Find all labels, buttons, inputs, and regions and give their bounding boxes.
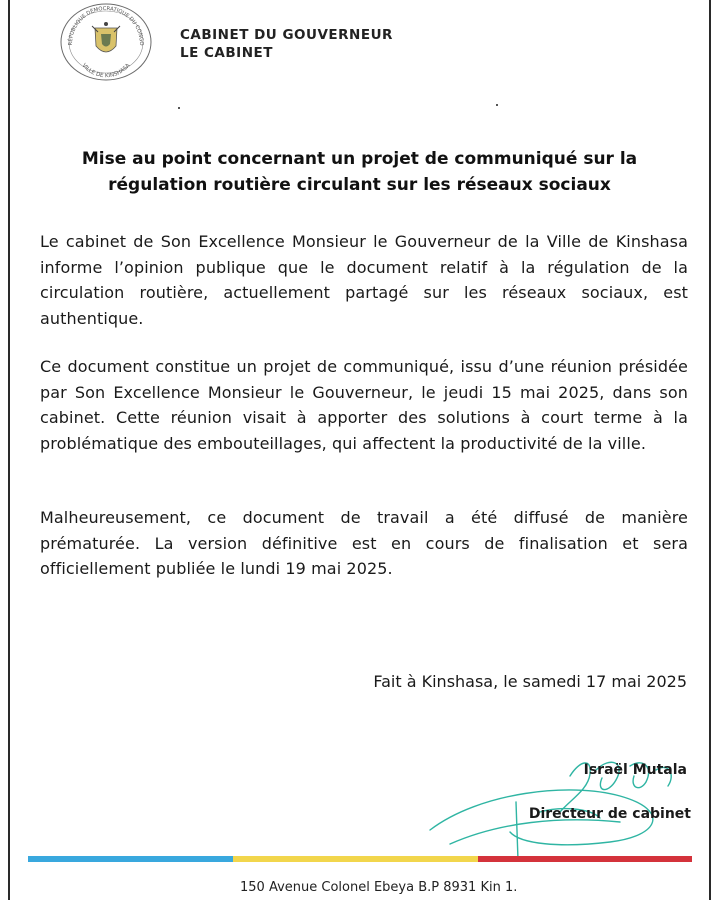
- flag-stripe-red: [478, 856, 692, 862]
- flag-stripe-yellow: [233, 856, 478, 862]
- flag-stripe-blue: [28, 856, 233, 862]
- scan-edge-right: [709, 0, 711, 900]
- official-seal: [58, 2, 154, 82]
- document-title: Mise au point concernant un projet de communiqué sur la régulation routière circulant sur les réseaux sociaux: [81, 149, 638, 195]
- seal-top-text: RÉPUBLIQUE DÉMOCRATIQUE DU CONGO: [67, 5, 145, 46]
- scan-edge-left: [8, 0, 10, 900]
- punch-mark-right: [496, 104, 498, 106]
- signer-name: Israël Mutala: [583, 762, 687, 778]
- letterhead-line-1: CABINET DU GOUVERNEUR: [180, 27, 393, 43]
- seal-bottom-text: VILLE DE KINSHASA: [80, 62, 132, 80]
- footer-address: 150 Avenue Colonel Ebeya B.P 8931 Kin 1.: [240, 880, 518, 895]
- paragraph-1: Le cabinet de Son Excellence Monsieur le Gouverneur de la Ville de Kinshasa informe l’opinion publique que le document relatif à la régulation de la circulation routière, actuellement partagé sur les réseaux sociaux, est authentique.: [40, 232, 688, 328]
- paragraph-2: Ce document constitue un projet de communiqué, issu d’une réunion présidée par Son Excellence Monsieur le Gouverneur, le jeudi 15 mai 2025, dans son cabinet. Cette réunion visait à apporter des solutions à court terme à la problématique des embouteillages, qui affectent la productivité de la ville.: [40, 357, 688, 453]
- paragraph-3: Malheureusement, ce document de travail a été diffusé de manière prématurée. La version définitive est en cours de finalisation et sera officiellement publiée le lundi 19 mai 2025.: [40, 508, 688, 578]
- letterhead: [180, 26, 393, 62]
- place-and-date: Fait à Kinshasa, le samedi 17 mai 2025: [373, 672, 687, 691]
- punch-mark-left: [178, 107, 180, 109]
- signer-role: Directeur de cabinet: [528, 806, 691, 822]
- letterhead-line-2: LE CABINET: [180, 45, 273, 61]
